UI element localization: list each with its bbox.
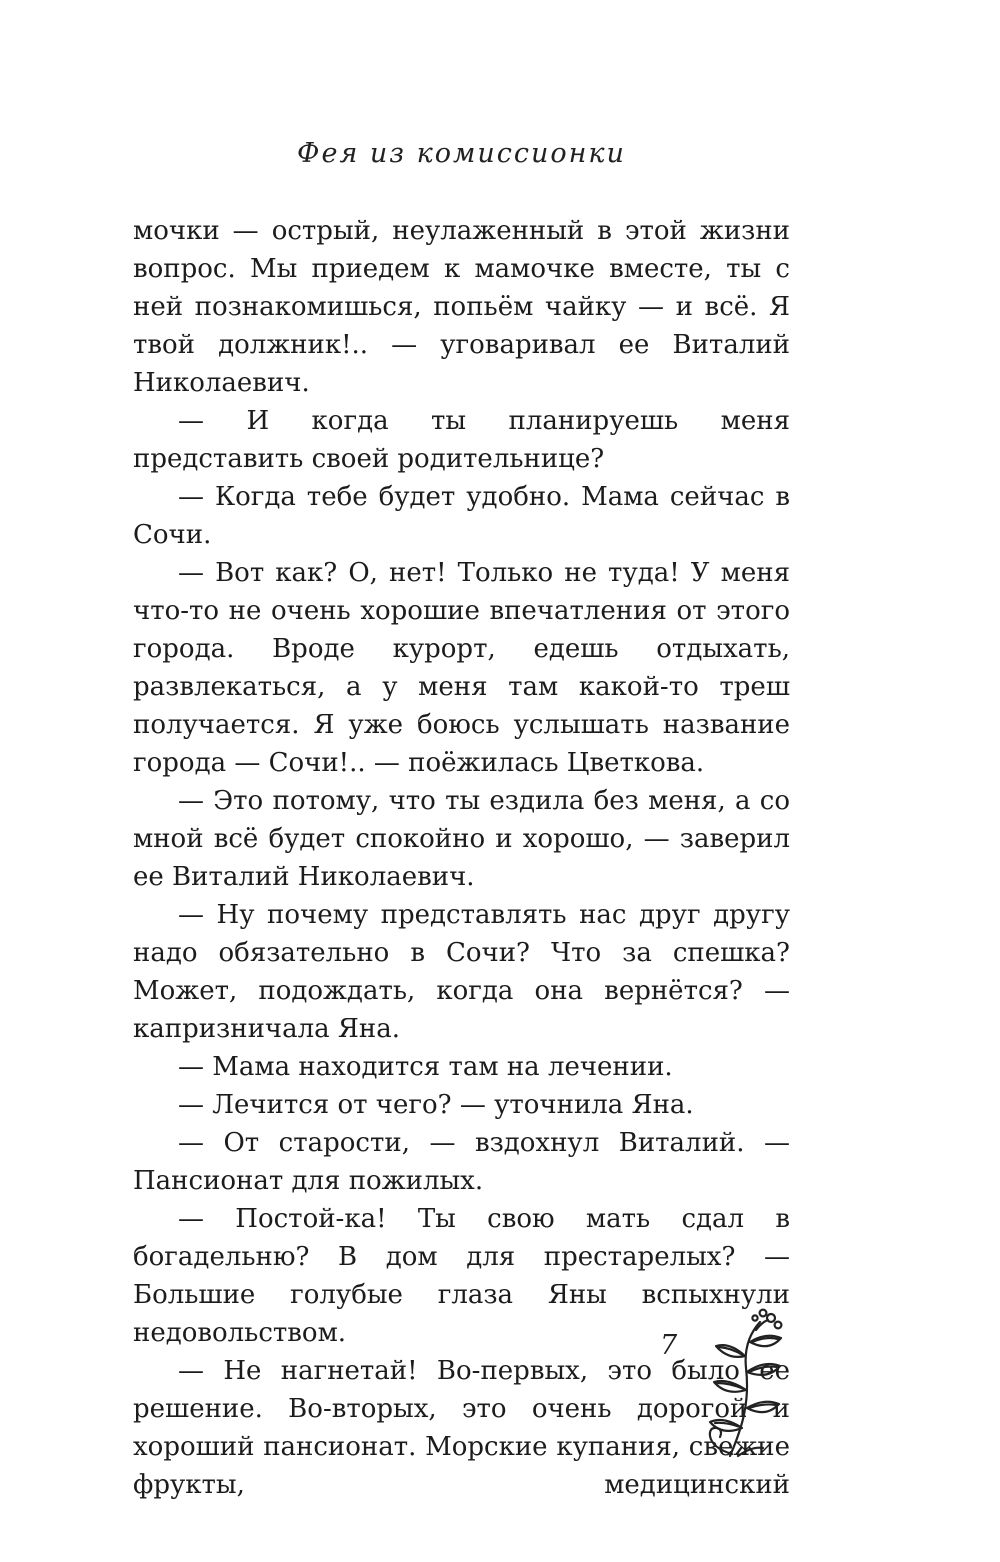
paragraph: — Мама находится там на лечении. bbox=[178, 1052, 673, 1082]
paragraph: — От старости, — вздохнул Виталий. — Пансионат для пожилых. bbox=[133, 1128, 790, 1196]
paragraph: — Ну почему представлять нас друг другу надо обязательно в Сочи? Что за спешка? Может, подождать, когда она вернётся? — капризничала Яна. bbox=[133, 900, 790, 1044]
paragraph: — Когда тебе будет удобно. Мама сейчас в Сочи. bbox=[133, 482, 790, 550]
paragraph: — И когда ты планируешь меня представить своей родительнице? bbox=[133, 406, 790, 474]
running-header: Фея из комиссионки bbox=[297, 138, 626, 169]
page-number: 7 bbox=[660, 1330, 678, 1361]
paragraph: мочки — острый, неулаженный в этой жизни вопрос. Мы приедем к мамочке вместе, ты с ней познакомишься, попьём чайку — и всё. Я твой должник!.. — уговаривал ее Виталий Николаевич. bbox=[133, 216, 790, 398]
paragraph: — Лечится от чего? — уточнила Яна. bbox=[178, 1090, 694, 1120]
paragraph: — Вот как? О, нет! Только не туда! У меня что-то не очень хорошие впечатления от этого города. Вроде курорт, едешь отдыхать, развлекаться, а у меня там какой-то треш получается. Я уже боюсь услышать название города — Сочи!.. — поёжилась Цветкова. bbox=[133, 558, 790, 778]
paragraph: — Не нагнетай! Во-первых, это было ее решение. Во-вторых, это очень дорогой и хороший пансионат. Морские купания, свежие фрукты, медицинский bbox=[133, 1356, 790, 1500]
paragraph: — Это потому, что ты ездила без меня, а со мной всё будет спокойно и хорошо, — заверил ее Виталий Николаевич. bbox=[133, 786, 790, 892]
paragraph: — Постой-ка! Ты свою мать сдал в богадельню? В дом для престарелых? — Большие голубые глаза Яны вспыхнули недовольством. bbox=[133, 1204, 790, 1348]
floral-ornament-icon bbox=[692, 1308, 797, 1458]
